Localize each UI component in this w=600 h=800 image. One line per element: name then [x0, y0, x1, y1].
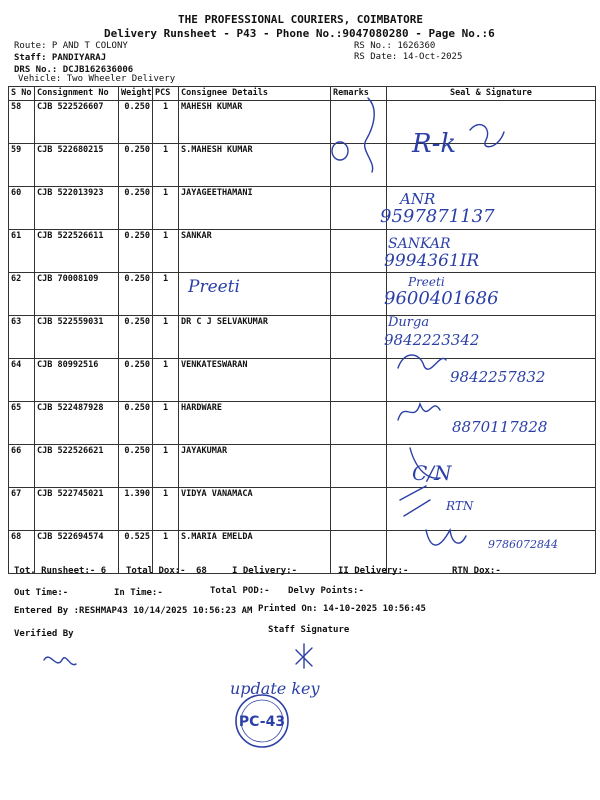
col-consignment: Consignment No — [35, 87, 119, 101]
row-consignee: VENKATESWARAN — [179, 359, 331, 402]
route-label: Route: P AND T COLONY — [14, 41, 128, 51]
table-row — [9, 101, 596, 144]
row-sno: 59 — [9, 144, 35, 187]
row-remarks — [331, 144, 387, 187]
row-pcs: 1 — [153, 273, 179, 316]
pc43-stamp-text: PC-43 — [238, 714, 286, 730]
row-consignee: HARDWARE — [179, 402, 331, 445]
row-sno: 61 — [9, 230, 35, 273]
table-row — [9, 445, 596, 488]
row-sno: 62 — [9, 273, 35, 316]
row-consignment-no: CJB 522487928 — [35, 402, 119, 445]
row-consignment-no: CJB 522694574 — [35, 531, 119, 574]
hw-r64: 9842257832 — [450, 368, 546, 386]
table-header-row — [9, 87, 596, 101]
entered-by: Entered By :RESHMAP43 10/14/2025 10:56:23 AM — [14, 606, 253, 616]
hw-r62-name: Preeti — [188, 277, 240, 297]
company-name: THE PROFESSIONAL COURIERS, COIMBATORE — [178, 13, 424, 26]
staff-signature: Staff Signature — [268, 625, 350, 635]
total-pod: Total POD:- — [210, 586, 270, 596]
row-pcs: 1 — [153, 445, 179, 488]
out-time: Out Time:- — [14, 588, 69, 598]
row-remarks — [331, 101, 387, 144]
hw-r65: 8870117828 — [452, 418, 548, 436]
hw-r60b: 9597871137 — [380, 206, 495, 227]
rtn-dox: RTN Dox:- — [452, 566, 501, 576]
i-delivery: I Delivery:- — [232, 566, 298, 576]
row-consignee: JAYAGEETHAMANI — [179, 187, 331, 230]
table-row — [9, 488, 596, 531]
row-seal-signature — [387, 316, 596, 359]
row-consignee: VIDYA VANAMACA — [179, 488, 331, 531]
drs-label: DRS No.: DCJB162636006 — [14, 65, 134, 75]
row-remarks — [331, 187, 387, 230]
col-seal: Seal & Signature — [387, 87, 596, 101]
hw-r58: R-k — [412, 129, 457, 159]
row-sno: 65 — [9, 402, 35, 445]
row-weight: 0.250 — [119, 316, 153, 359]
row-consignee: MAHESH KUMAR — [179, 101, 331, 144]
hw-r63b: 9842223342 — [384, 331, 480, 349]
row-remarks — [331, 230, 387, 273]
row-seal-signature — [387, 101, 596, 144]
tot-runsheet: Tot. Runsheet:- 6 — [14, 566, 107, 576]
row-remarks — [331, 316, 387, 359]
row-pcs: 1 — [153, 101, 179, 144]
row-weight: 0.250 — [119, 144, 153, 187]
hw-r68: 9786072844 — [488, 538, 558, 551]
row-sno: 67 — [9, 488, 35, 531]
table-row — [9, 402, 596, 445]
row-consignment-no: CJB 522745021 — [35, 488, 119, 531]
row-pcs: 1 — [153, 187, 179, 230]
hw-r61a: SANKAR — [388, 236, 451, 252]
row-pcs: 1 — [153, 488, 179, 531]
row-consignee: JAYAKUMAR — [179, 445, 331, 488]
row-sno: 63 — [9, 316, 35, 359]
row-sno: 60 — [9, 187, 35, 230]
row-seal-signature — [387, 273, 596, 316]
row-pcs: 1 — [153, 402, 179, 445]
row-seal-signature — [387, 187, 596, 230]
verified-by: Verified By — [14, 629, 74, 639]
row-seal-signature — [387, 488, 596, 531]
printed-on: Printed On: 14-10-2025 10:56:45 — [258, 604, 426, 614]
hw-r67b: RTN — [446, 499, 474, 513]
row-pcs: 1 — [153, 316, 179, 359]
table-row — [9, 144, 596, 187]
row-pcs: 1 — [153, 144, 179, 187]
row-consignee: DR C J SELVAKUMAR — [179, 316, 331, 359]
row-consignee: S.MAHESH KUMAR — [179, 144, 331, 187]
row-remarks — [331, 359, 387, 402]
row-weight: 0.250 — [119, 445, 153, 488]
row-seal-signature — [387, 445, 596, 488]
hw-r63a: Durga — [388, 315, 430, 330]
col-remarks: Remarks — [331, 87, 387, 101]
col-weight: Weight — [119, 87, 153, 101]
row-pcs: 1 — [153, 359, 179, 402]
row-sno: 64 — [9, 359, 35, 402]
row-consignee: SANKAR — [179, 230, 331, 273]
hw-update: update key — [230, 679, 320, 698]
hw-r60a: ANR — [400, 190, 436, 208]
row-seal-signature — [387, 402, 596, 445]
hw-r61b: 9994361IR — [384, 251, 480, 271]
vehicle-label: Vehicle: Two Wheeler Delivery — [18, 74, 176, 84]
ii-delivery: II Delivery:- — [338, 566, 409, 576]
col-consignee: Consignee Details — [179, 87, 331, 101]
row-consignment-no: CJB 80992516 — [35, 359, 119, 402]
row-consignment-no: CJB 522680215 — [35, 144, 119, 187]
row-consignment-no: CJB 522526621 — [35, 445, 119, 488]
row-sno: 58 — [9, 101, 35, 144]
runsheet-subtitle: Delivery Runsheet - P43 - Phone No.:9047080280 - Page No.:6 — [104, 27, 495, 40]
total-dox-value: 68 — [196, 566, 207, 576]
table-row — [9, 359, 596, 402]
row-seal-signature — [387, 144, 596, 187]
in-time: In Time:- — [114, 588, 163, 598]
row-sno: 66 — [9, 445, 35, 488]
row-consignment-no: CJB 522559031 — [35, 316, 119, 359]
row-consignment-no: CJB 522013923 — [35, 187, 119, 230]
table-row — [9, 273, 596, 316]
delvy-points: Delvy Points:- — [288, 586, 364, 596]
col-pcs: PCS — [153, 87, 179, 101]
row-seal-signature — [387, 359, 596, 402]
runsheet-table — [8, 86, 596, 574]
row-weight: 1.390 — [119, 488, 153, 531]
row-weight: 0.250 — [119, 101, 153, 144]
row-weight: 0.250 — [119, 187, 153, 230]
row-seal-signature — [387, 230, 596, 273]
row-pcs: 1 — [153, 531, 179, 574]
row-weight: 0.250 — [119, 359, 153, 402]
row-remarks — [331, 273, 387, 316]
table-row — [9, 230, 596, 273]
row-consignment-no: CJB 70008109 — [35, 273, 119, 316]
hw-r67a: C/N — [412, 461, 452, 485]
row-consignee — [179, 273, 331, 316]
row-weight: 0.250 — [119, 273, 153, 316]
row-consignee: S.MARIA EMELDA — [179, 531, 331, 574]
row-remarks — [331, 488, 387, 531]
row-pcs: 1 — [153, 230, 179, 273]
row-weight: 0.525 — [119, 531, 153, 574]
row-remarks — [331, 402, 387, 445]
pc43-stamp — [236, 695, 288, 747]
row-consignment-no: CJB 522526611 — [35, 230, 119, 273]
table-row — [9, 316, 596, 359]
hw-r62b: 9600401686 — [384, 288, 499, 309]
row-sno: 68 — [9, 531, 35, 574]
verified-signature — [44, 657, 76, 665]
row-weight: 0.250 — [119, 402, 153, 445]
rs-date-label: RS Date: 14-Oct-2025 — [354, 52, 463, 62]
staff-label: Staff: PANDIYARAJ — [14, 53, 107, 63]
table-row — [9, 187, 596, 230]
rs-no-label: RS No.: 1626360 — [354, 41, 436, 51]
row-consignment-no: CJB 522526607 — [35, 101, 119, 144]
total-dox-label: Total Dox:- — [126, 566, 186, 576]
row-remarks — [331, 445, 387, 488]
row-weight: 0.250 — [119, 230, 153, 273]
col-sno: S No — [9, 87, 35, 101]
hw-r62a: Preeti — [408, 275, 445, 289]
staff-signature-mark — [296, 644, 312, 668]
